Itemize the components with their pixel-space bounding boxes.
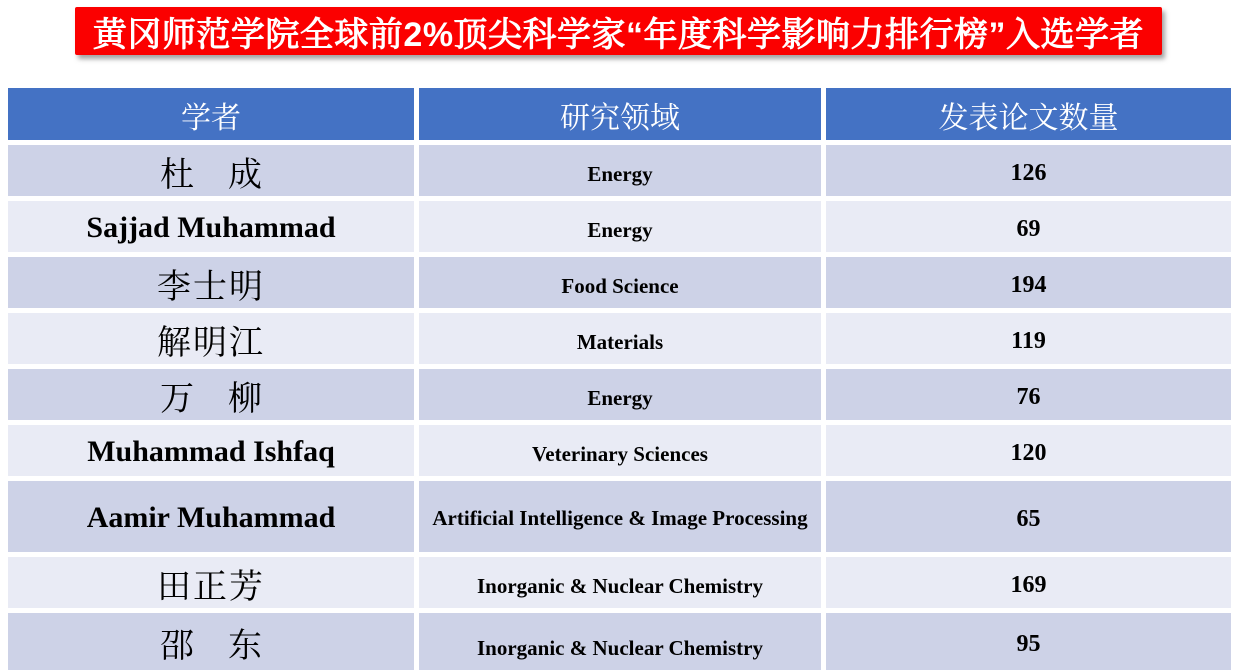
research-field: Inorganic & Nuclear Chemistry bbox=[419, 613, 821, 670]
scholar-table-body bbox=[8, 145, 1231, 670]
scholar-name: 杜成 bbox=[8, 145, 414, 196]
paper-count: 95 bbox=[826, 613, 1231, 670]
paper-count: 69 bbox=[826, 201, 1231, 252]
research-field: Energy bbox=[419, 201, 821, 252]
paper-count: 169 bbox=[826, 557, 1231, 608]
column-header-research-field: 研究领域 bbox=[419, 88, 821, 140]
paper-count: 119 bbox=[826, 313, 1231, 364]
paper-count: 126 bbox=[826, 145, 1231, 196]
page-title: 黄冈师范学院全球前2%顶尖科学家“年度科学影响力排行榜”入选学者 bbox=[92, 15, 1145, 54]
scholar-name: Aamir Muhammad bbox=[8, 481, 414, 552]
paper-count: 194 bbox=[826, 257, 1231, 308]
title-banner bbox=[75, 7, 1162, 55]
research-field: Energy bbox=[419, 369, 821, 420]
research-field: Energy bbox=[419, 145, 821, 196]
paper-count: 65 bbox=[826, 481, 1231, 552]
scholar-name: Muhammad Ishfaq bbox=[8, 425, 414, 476]
table-header-row bbox=[8, 88, 1231, 140]
table-row bbox=[8, 557, 1231, 608]
table-row bbox=[8, 145, 1231, 196]
research-field: Veterinary Sciences bbox=[419, 425, 821, 476]
scholar-name: 邵东 bbox=[8, 613, 414, 670]
research-field: Food Science bbox=[419, 257, 821, 308]
table-row bbox=[8, 313, 1231, 364]
scholar-table bbox=[8, 88, 1231, 670]
column-header-paper-count: 发表论文数量 bbox=[826, 88, 1231, 140]
research-field: Materials bbox=[419, 313, 821, 364]
scholar-name: 李士明 bbox=[8, 257, 414, 308]
scholar-name: 解明江 bbox=[8, 313, 414, 364]
table-row bbox=[8, 481, 1231, 552]
paper-count: 76 bbox=[826, 369, 1231, 420]
scholar-name: Sajjad Muhammad bbox=[8, 201, 414, 252]
scholar-name: 万柳 bbox=[8, 369, 414, 420]
column-header-scholar: 学者 bbox=[8, 88, 414, 140]
table-row bbox=[8, 369, 1231, 420]
table-row bbox=[8, 613, 1231, 670]
scholar-name: 田正芳 bbox=[8, 557, 414, 608]
paper-count: 120 bbox=[826, 425, 1231, 476]
research-field: Artificial Intelligence & Image Processing bbox=[419, 481, 821, 552]
table-row bbox=[8, 425, 1231, 476]
table-row bbox=[8, 257, 1231, 308]
research-field: Inorganic & Nuclear Chemistry bbox=[419, 557, 821, 608]
table-row bbox=[8, 201, 1231, 252]
